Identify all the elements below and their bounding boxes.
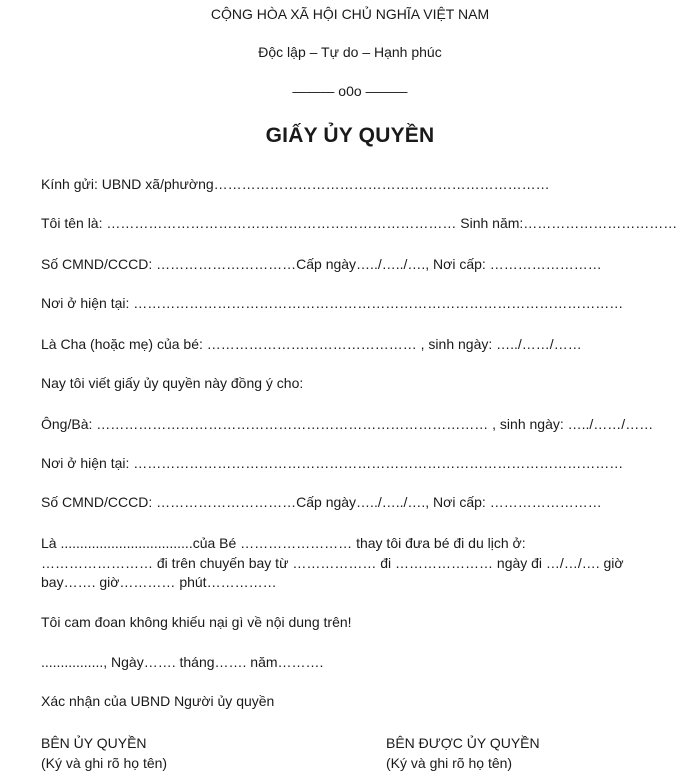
right-signature-note: (Ký và ghi rõ họ tên) xyxy=(386,755,513,771)
relation-line-3: bay……. giờ………… phút…………… xyxy=(41,574,277,590)
authorized-id-card-line: Số CMND/CCCD: …………………………Cấp ngày…../…../…., Nơi cấp: …………………… xyxy=(41,494,602,510)
confirmation-line: Xác nhận của UBND Người ủy quyền xyxy=(41,693,275,709)
left-signature-title: BÊN ỦY QUYỀN xyxy=(41,735,147,751)
left-signature-block xyxy=(41,733,167,773)
residence-line: Nơi ở hiện tại: …………………………………………………………………………………………… xyxy=(41,295,624,311)
relation-line-1: Là ..................................của Bé …………………… thay tôi đưa bé đi du lịch ở: xyxy=(41,535,526,551)
intro-line: Nay tôi viết giấy ủy quyền này đồng ý cho: xyxy=(41,375,304,391)
header-country: CỘNG HÒA XÃ HỘI CHỦ NGHĨA VIỆT NAM xyxy=(210,6,490,22)
right-signature-block xyxy=(386,733,540,773)
recipient-line: Kính gửi: UBND xã/phường……………………………………………………………… xyxy=(41,176,550,192)
header-separator: ——— o0o ——— xyxy=(292,83,408,99)
header-motto: Độc lập – Tự do – Hạnh phúc xyxy=(258,44,442,60)
left-signature-note: (Ký và ghi rõ họ tên) xyxy=(41,755,168,771)
authorized-residence-line: Nơi ở hiện tại: …………………………………………………………………………………………… xyxy=(41,455,624,471)
date-line: ................, Ngày……. tháng……. năm………. xyxy=(41,654,324,670)
parent-line: Là Cha (hoặc mẹ) của bé: ……………………………………… , sinh ngày: …../……/…… xyxy=(41,336,582,352)
relation-line-2: …………………… đi trên chuyến bay từ ……………… đi ………………… ngày đi …/…/…. giờ xyxy=(41,555,624,571)
authorized-name-line: Ông/Bà: ………………………………………………………………………… , sinh ngày: …../……/…… xyxy=(41,416,654,432)
id-card-line: Số CMND/CCCD: …………………………Cấp ngày…../…../…., Nơi cấp: …………………… xyxy=(41,256,602,272)
right-signature-title: BÊN ĐƯỢC ỦY QUYỀN xyxy=(386,735,540,751)
name-line: Tôi tên là: ………………………………………………………………… Sinh năm:…………………………… xyxy=(41,215,678,231)
commitment-line: Tôi cam đoan không khiếu nại gì về nội dung trên! xyxy=(41,614,352,630)
document-title: GIẤY ỦY QUYỀN xyxy=(265,124,435,147)
